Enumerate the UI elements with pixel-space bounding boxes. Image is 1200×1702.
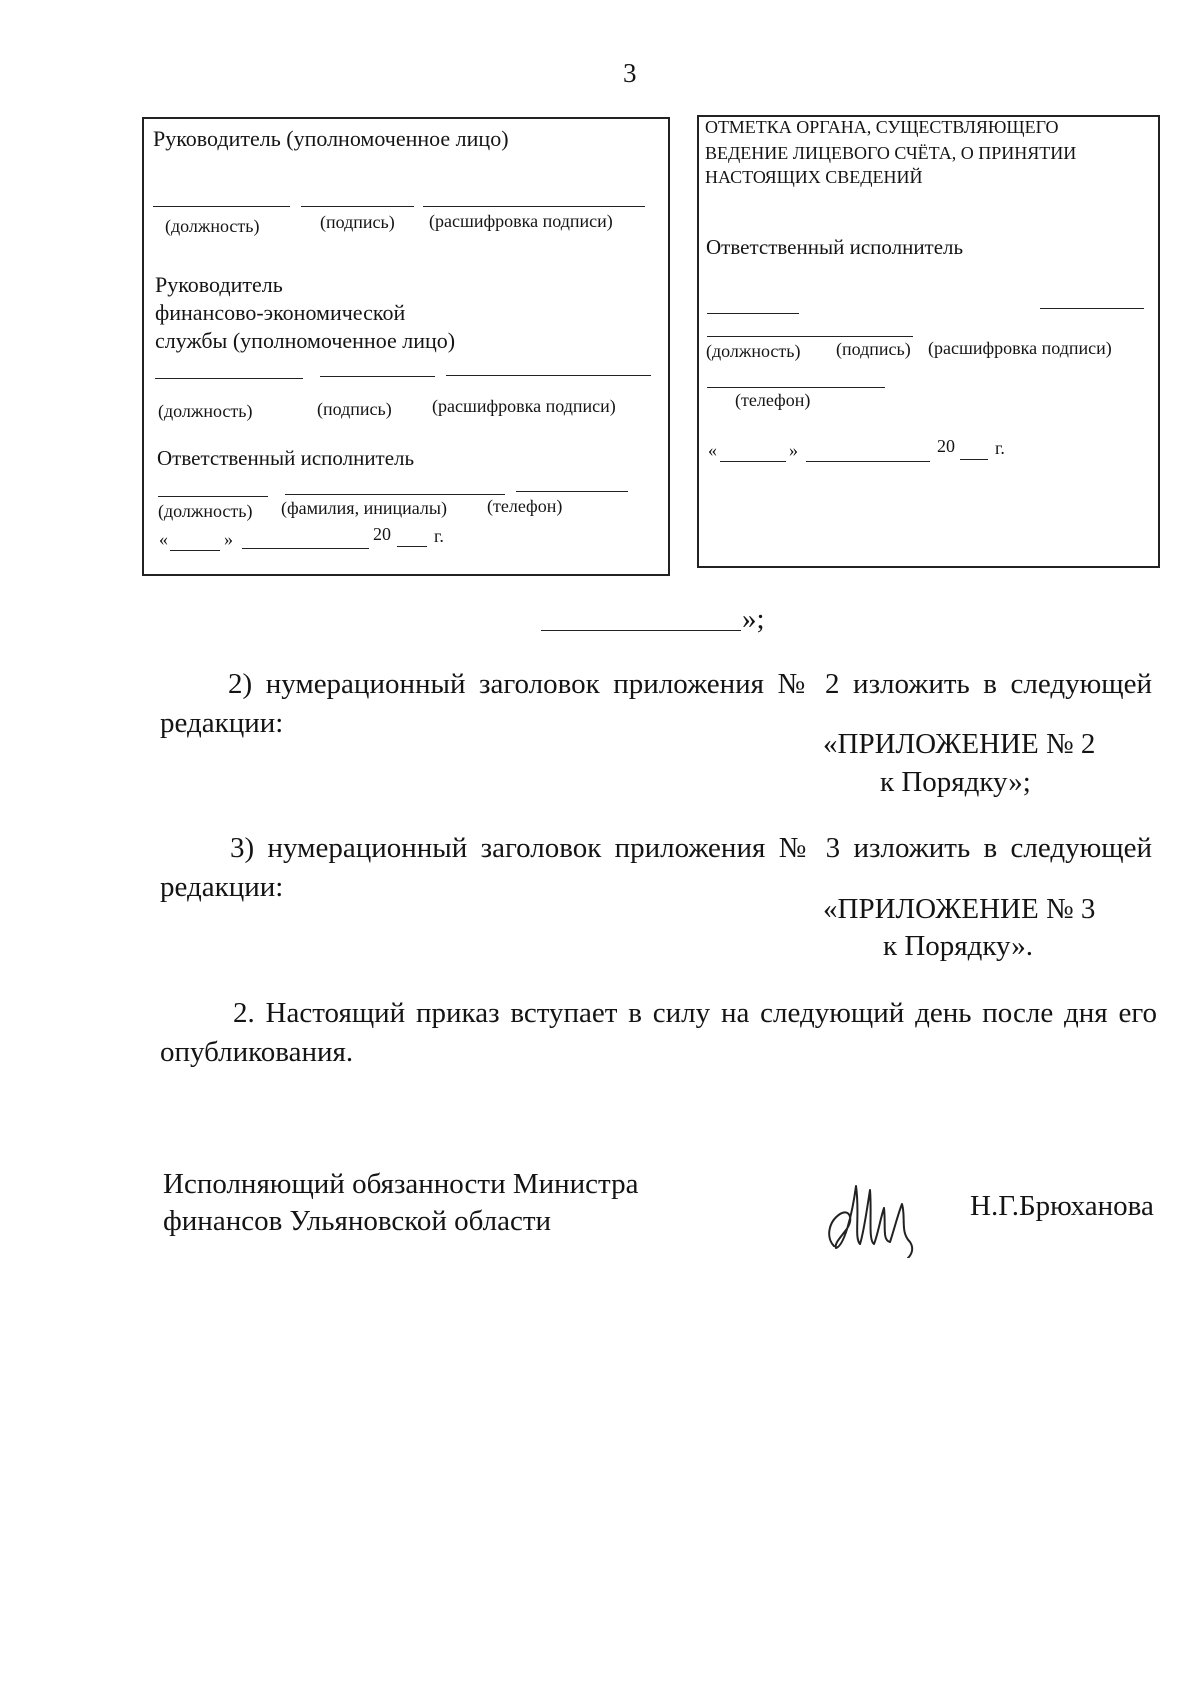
year-suffix: г. — [995, 438, 1005, 458]
day-line — [720, 461, 786, 462]
position-line — [153, 206, 290, 207]
finance-head-line-2: финансово-экономической — [155, 300, 406, 325]
caption-signature: (подпись) — [317, 399, 392, 419]
decoding-line — [446, 375, 651, 376]
appendix-3-subtitle: к Порядку». — [883, 930, 1034, 962]
item-2-line-2: редакции: — [160, 707, 284, 739]
point-2-line-2: опубликования. — [160, 1036, 354, 1068]
caption-signature: (подпись) — [836, 339, 911, 359]
finance-head-line-3: службы (уполномоченное лицо) — [155, 328, 456, 353]
date-close-quote: » — [224, 529, 233, 549]
caption-phone: (телефон) — [735, 390, 811, 410]
phone-line — [516, 491, 628, 492]
item-3-line-1: 3) нумерационный заголовок приложения № 3 изложить в следующей — [230, 832, 1152, 864]
year-line — [397, 546, 427, 547]
year-line — [960, 459, 988, 460]
caption-signature: (подпись) — [320, 212, 395, 232]
appendix-2-title: «ПРИЛОЖЕНИЕ № 2 — [823, 728, 1096, 760]
decoding-line — [1040, 308, 1144, 309]
date-open-quote: « — [159, 529, 168, 549]
executor-label: Ответственный исполнитель — [157, 446, 415, 470]
caption-position: (должность) — [158, 501, 253, 521]
acceptance-title-line-2: ВЕДЕНИЕ ЛИЦЕВОГО СЧЁТА, О ПРИНЯТИИ — [705, 143, 1077, 163]
signer-position-line-1: Исполняющий обязанности Министра — [163, 1168, 639, 1200]
handwritten-signature — [820, 1168, 920, 1258]
item-3-line-2: редакции: — [160, 871, 284, 903]
executor-label: Ответственный исполнитель — [706, 235, 964, 259]
year-suffix: г. — [434, 526, 444, 546]
position-line — [158, 496, 268, 497]
year-prefix: 20 — [937, 436, 955, 456]
year-prefix: 20 — [373, 524, 391, 544]
caption-position: (должность) — [706, 341, 801, 361]
position-line — [707, 313, 799, 314]
signer-name: Н.Г.Брюханова — [970, 1190, 1154, 1222]
point-2-line-1: 2. Настоящий приказ вступает в силу на следующий день после дня его — [233, 997, 1157, 1029]
caption-decoding: (расшифровка подписи) — [928, 338, 1112, 358]
caption-decoding: (расшифровка подписи) — [429, 211, 613, 231]
signature-line — [301, 206, 414, 207]
phone-line — [707, 387, 885, 388]
decoding-line — [423, 206, 645, 207]
finance-head-line-1: Руководитель — [155, 272, 283, 297]
caption-decoding: (расшифровка подписи) — [432, 396, 616, 416]
signature-line — [320, 376, 435, 377]
month-line — [242, 548, 369, 549]
caption-position: (должность) — [158, 401, 253, 421]
appendix-3-title: «ПРИЛОЖЕНИЕ № 3 — [823, 893, 1096, 925]
caption-position: (должность) — [165, 216, 260, 236]
signer-position-line-2: финансов Ульяновской области — [163, 1205, 552, 1237]
signature-line — [707, 336, 913, 337]
head-label: Руководитель (уполномоченное лицо) — [153, 126, 509, 151]
closing-quote: »; — [742, 603, 765, 635]
page-number: 3 — [623, 58, 637, 88]
day-line — [170, 550, 220, 551]
name-line — [285, 494, 505, 495]
position-line — [155, 378, 303, 379]
acceptance-title-line-3: НАСТОЯЩИХ СВЕДЕНИЙ — [705, 167, 923, 187]
appendix-2-subtitle: к Порядку»; — [880, 766, 1031, 798]
month-line — [806, 461, 930, 462]
date-close-quote: » — [789, 440, 798, 460]
item-2-line-1: 2) нумерационный заголовок приложения № 2 изложить в следующей — [228, 668, 1152, 700]
date-open-quote: « — [708, 440, 717, 460]
caption-phone: (телефон) — [487, 496, 563, 516]
caption-name: (фамилия, инициалы) — [281, 498, 447, 518]
closing-rule — [541, 630, 741, 631]
acceptance-title-line-1: ОТМЕТКА ОРГАНА, СУЩЕСТВЛЯЮЩЕГО — [705, 117, 1059, 137]
